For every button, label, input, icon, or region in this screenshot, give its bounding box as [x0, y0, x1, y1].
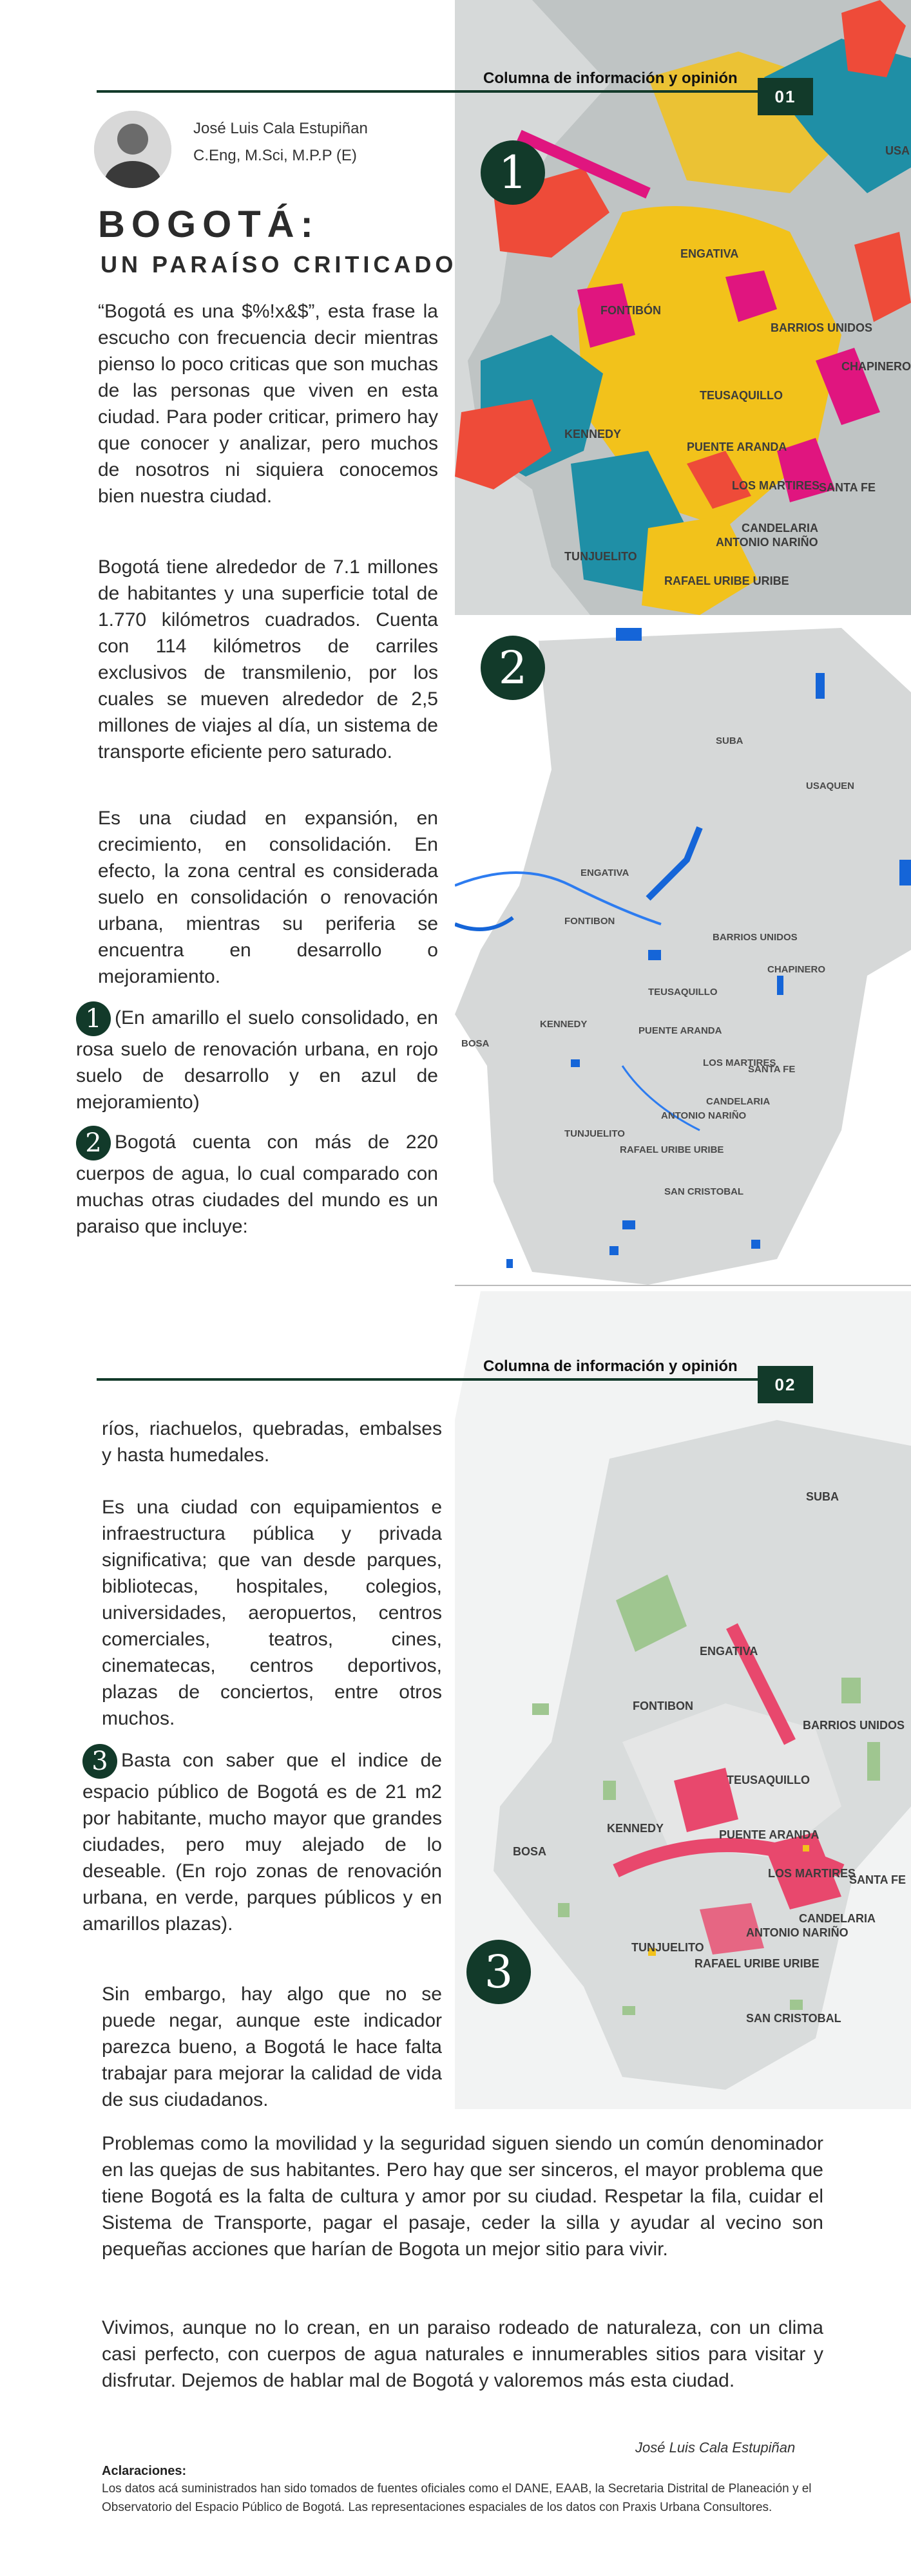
page1-paragraph-5-text: Bogotá cuenta con más de 220 cuerpos de agua, lo cual comparado con muchas otras ciudades del mundo es un paraiso que incluye: — [76, 1131, 438, 1237]
map1-label-engativa: ENGATIVA — [680, 247, 739, 260]
page1-number-badge: 01 — [758, 78, 813, 115]
marker-1-inline: 1 — [76, 1001, 111, 1036]
map1-label-usaquen: USA — [885, 144, 910, 157]
map1-label-kennedy: KENNEDY — [564, 428, 622, 440]
marker-3-inline: 3 — [82, 1744, 117, 1779]
page2-column-title: Columna de información y opinión — [483, 1358, 738, 1375]
map2-label-candelaria: CANDELARIA — [706, 1096, 771, 1107]
map1-label-los-martires: LOS MARTIRES — [732, 479, 820, 492]
map2-label-teusaquillo: TEUSAQUILLO — [648, 987, 718, 998]
map2-label-puente-aranda: PUENTE ARANDA — [638, 1025, 722, 1036]
page2-header-rule — [97, 1378, 767, 1381]
page2-paragraph-3 — [82, 1744, 442, 1937]
map1-label-antonio-narino: ANTONIO NARIÑO — [716, 536, 818, 549]
map2-label-los-martires: LOS MARTIRES — [703, 1057, 776, 1068]
map2-label-tunjuelito: TUNJUELITO — [564, 1128, 625, 1139]
map3-label-san-cristobal: SAN CRISTOBAL — [746, 2012, 841, 2025]
map2-label-santa-fe: SANTA FE — [748, 1064, 796, 1075]
map2-label-kennedy: KENNEDY — [540, 1019, 588, 1030]
map3-label-fontibon: FONTIBON — [633, 1700, 693, 1712]
page1-paragraph-1: “Bogotá es una $%!x&$”, esta frase la escucho con frecuencia decir mientras pienso lo poco criticas que son muchas de las personas que viven en esta ciudad. Para poder criticar, primero hay que conocer y analizar, pero muchos de nosotros ni siquiera conocemos bien nuestra ciudad. — [98, 301, 438, 507]
map1-label-fontibon: FONTIBÓN — [600, 304, 661, 317]
map1-label-chapinero: CHAPINERO — [841, 360, 911, 373]
page1-paragraph-4-text: (En amarillo el suelo consolidado, en rosa suelo de renovación urbana, en rojo suelo de desarrollo y en azul de mejoramiento) — [76, 1007, 438, 1113]
map2-label-chapinero: CHAPINERO — [767, 964, 826, 975]
map2-label-rafael-uribe: RAFAEL URIBE URIBE — [620, 1144, 724, 1155]
author-name: José Luis Cala Estupiñan — [193, 120, 368, 137]
article-subtitle: UN PARAÍSO CRITICADO — [101, 251, 457, 278]
page1-paragraph-5 — [76, 1126, 438, 1240]
page2-paragraph-2: Es una ciudad con equipamientos e infraestructura pública y privada significativa; que van desde parques, bibliotecas, hospitales, colegios, universidades, aeropuertos, centros comerciales, teatros, cines, cinematecas, centros deportivos, plazas de conciertos, entre otros muchos. — [102, 1497, 442, 1729]
map3-label-puente-aranda: PUENTE ARANDA — [719, 1828, 820, 1841]
page1-paragraph-4 — [76, 1001, 438, 1115]
author-credentials: C.Eng, M.Sci, M.P.P (E) — [193, 147, 357, 164]
author-avatar — [94, 111, 171, 188]
page-separator — [455, 1285, 911, 1286]
map1-label-candelaria: CANDELARIA — [742, 522, 818, 535]
page2-paragraph-6: Vivimos, aunque no lo crean, en un paraiso rodeado de naturaleza, con un clima casi perfecto, con cuerpos de agua naturales e innumerables sitios para visitar y disfrutar. Dejemos de hablar mal de Bogotá y valoremos más esta ciudad. — [102, 2317, 823, 2391]
map1-label-tunjuelito: TUNJUELITO — [564, 550, 637, 563]
map2-label-fontibon: FONTIBON — [564, 916, 615, 927]
page1-paragraph-2: Bogotá tiene alrededor de 7.1 millones de habitantes y una superficie total de 1.770 kilómetros cuadrados. Cuenta con 114 kilómetros de carriles exclusivos de transmilenio, por los cuales se mueven alrededor de 2,5 millones de viajes al día, un sistema de transporte eficiente pero saturado. — [98, 556, 438, 762]
notes-text: Los datos acá suministrados han sido tomados de fuentes oficiales como el DANE, EAAB, la Secretaria Distrital de Planeación y el Observatorio del Espacio Público de Bogotá. Las representaciones espaciales de los datos con Praxis Urbana Consultores. — [102, 2482, 812, 2514]
map3-label-kennedy: KENNEDY — [607, 1822, 664, 1835]
page2-paragraph-3-text: Basta con saber que el indice de espacio público de Bogotá es de 21 m2 por habitante, mucho mayor que grandes ciudades, pero muy alejado de lo deseable. (En rojo zonas de renovación urbana, en verde, parques públicos y en amarillos plazas). — [82, 1749, 442, 1935]
map-marker-1: 1 — [481, 140, 545, 205]
page1-column-title: Columna de información y opinión — [483, 70, 738, 87]
map1-label-santa-fe: SANTA FE — [819, 481, 876, 494]
map2-label-barrios-unidos: BARRIOS UNIDOS — [713, 932, 798, 943]
map2-label-san-cristobal: SAN CRISTOBAL — [664, 1186, 744, 1197]
page1-paragraph-3: Es una ciudad en expansión, en crecimiento, en consolidación. En efecto, la zona central es considerada suelo en consolidación o renovación urbana, mientras su periferia se encuentra en desarrollo o mejoramiento. — [98, 808, 438, 987]
signature: José Luis Cala Estupiñan — [635, 2439, 796, 2456]
map1-label-barrios-unidos: BARRIOS UNIDOS — [771, 321, 873, 334]
author-photo — [94, 111, 171, 188]
page2-paragraph-5: Problemas como la movilidad y la seguridad siguen siendo un común denominador en las quejas de sus habitantes. Pero hay que ser sinceros, el mayor problema que tiene Bogotá es la falta de cultura y amor por su ciudad. Respetar la fila, cuidar el Sistema de Transporte, pagar el pasaje, ceder la silla y ayudar al vecino son pequeñas acciones que harían de Bogota un mejor sitio para vivir. — [102, 2133, 823, 2260]
map3-label-candelaria: CANDELARIA — [799, 1912, 876, 1925]
map2-label-engativa: ENGATIVA — [580, 867, 629, 878]
map3-label-teusaquillo: TEUSAQUILLO — [727, 1774, 810, 1786]
map3-label-rafael-uribe: RAFAEL URIBE URIBE — [695, 1957, 820, 1970]
map-marker-3: 3 — [466, 1940, 531, 2004]
map3-label-antonio-narino: ANTONIO NARIÑO — [746, 1926, 849, 1939]
map1-label-rafael-uribe: RAFAEL URIBE URIBE — [664, 574, 789, 587]
water-bodies-map — [455, 615, 911, 1285]
map3-label-suba: SUBA — [806, 1490, 839, 1503]
map3-label-engativa: ENGATIVA — [700, 1645, 758, 1658]
map3-label-los-martires: LOS MARTIRES — [768, 1867, 856, 1880]
map3-label-barrios-unidos: BARRIOS UNIDOS — [803, 1719, 905, 1732]
map2-label-usaquen: USAQUEN — [806, 781, 855, 791]
water-bodies-map-graphic — [455, 615, 911, 1285]
map2-label-suba: SUBA — [716, 735, 743, 746]
marker-2-inline: 2 — [76, 1126, 111, 1160]
map-marker-2: 2 — [481, 636, 545, 700]
page2-number-badge: 02 — [758, 1366, 813, 1403]
map3-label-bosa: BOSA — [513, 1845, 547, 1858]
page1-header-rule — [97, 90, 767, 93]
map1-label-puente-aranda: PUENTE ARANDA — [687, 440, 787, 453]
article-title: BOGOTÁ: — [98, 204, 320, 245]
map2-label-antonio-narino: ANTONIO NARIÑO — [661, 1110, 747, 1121]
page2-paragraph-4: Sin embargo, hay algo que no se puede negar, aunque este indicador parezca bueno, a Bogotá le hace falta trabajar para mejorar la calidad de vida de sus ciudadanos. — [102, 1984, 442, 2110]
page2-paragraph-1: ríos, riachuelos, quebradas, embalses y hasta humedales. — [102, 1418, 442, 1466]
map2-label-bosa: BOSA — [461, 1038, 490, 1049]
notes-heading: Aclaraciones: — [102, 2464, 187, 2478]
map3-label-tunjuelito: TUNJUELITO — [631, 1941, 704, 1954]
map1-label-teusaquillo: TEUSAQUILLO — [700, 389, 783, 402]
map3-label-santa-fe: SANTA FE — [849, 1873, 906, 1886]
